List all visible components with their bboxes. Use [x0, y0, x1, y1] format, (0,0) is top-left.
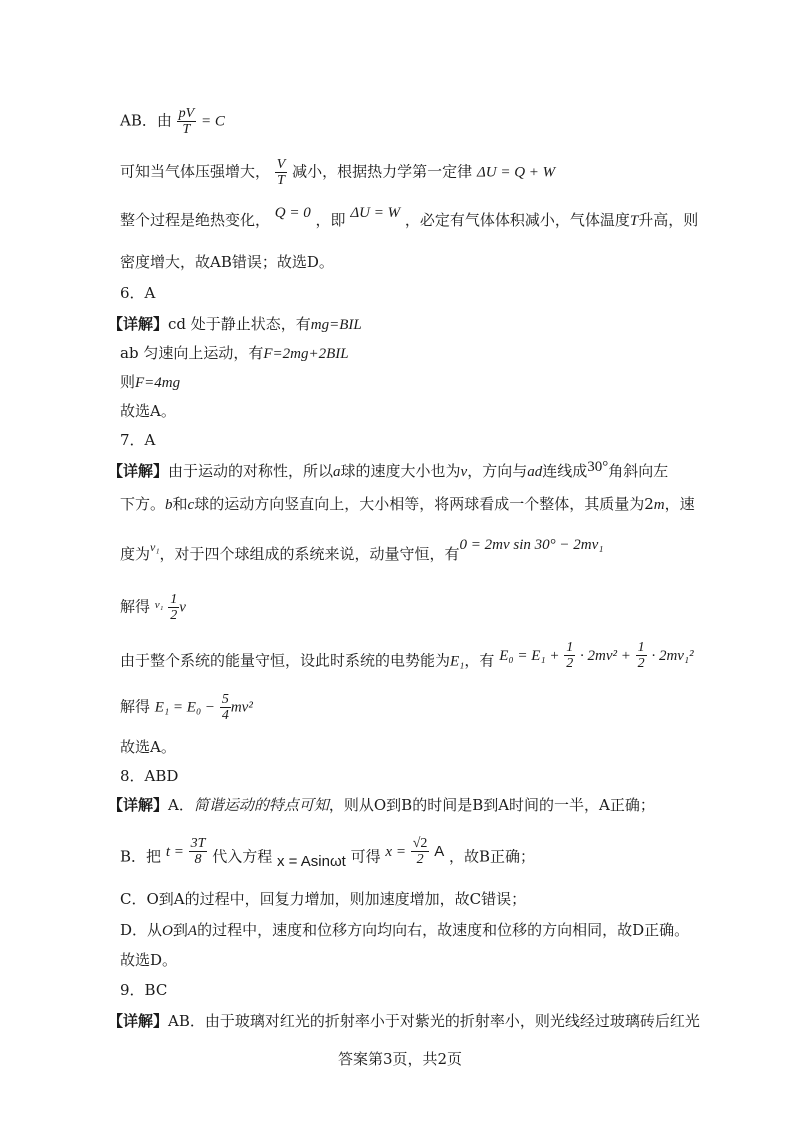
- text-span: 解得: [120, 697, 151, 716]
- text-span: 度为: [120, 545, 151, 563]
- text-line: [120, 592, 186, 623]
- text-span: D．从: [120, 921, 163, 939]
- math: A: [187, 923, 198, 939]
- frac-den: 2: [637, 656, 645, 671]
- text-span: 故选A。: [120, 402, 176, 420]
- math: a: [333, 464, 341, 480]
- text-line: [108, 795, 655, 815]
- text-span: 7．A: [120, 431, 156, 449]
- question-number: [120, 430, 155, 450]
- math: v₁: [154, 598, 164, 611]
- question-number: [120, 766, 178, 786]
- text-span: 故选A。: [120, 738, 176, 756]
- frac-den: 2: [566, 656, 574, 671]
- text-span: 故选D。: [120, 951, 178, 969]
- question-number: [120, 283, 155, 303]
- frac-num: pV: [178, 106, 195, 121]
- text-span: 减小，根据热力学第一定律: [292, 162, 473, 181]
- detail-tag: 【详解】: [108, 315, 169, 333]
- text-span: ab 匀速向上运动，有: [120, 344, 264, 362]
- text-span: A．: [168, 796, 194, 814]
- math: m: [653, 497, 665, 513]
- math: · 2mv₁²: [651, 647, 694, 664]
- math: v₁: [150, 540, 160, 554]
- text-line: [120, 889, 526, 909]
- math: ad: [527, 464, 543, 480]
- text-line: [108, 1011, 700, 1031]
- text-span: 到: [172, 921, 188, 939]
- text-span: 8．ABD: [120, 767, 179, 785]
- text-span: 解得: [120, 597, 151, 616]
- text-span: 连线成: [542, 462, 588, 480]
- frac-num: V: [276, 157, 286, 172]
- math: F=2mg+2BIL: [263, 346, 349, 362]
- fraction: [177, 106, 197, 137]
- text-line: [120, 950, 177, 970]
- text-span: 和: [172, 495, 188, 513]
- fraction: [220, 692, 231, 723]
- text-span: 6．A: [120, 284, 156, 302]
- text-line: [120, 401, 176, 421]
- text-line: [120, 157, 555, 188]
- text-span: AB．由于玻璃对红光的折射率小于对紫光的折射率小，则光线经过玻璃砖后红光: [168, 1012, 700, 1030]
- text-line: [120, 106, 225, 137]
- math: ΔU = Q + W: [476, 164, 556, 181]
- text-span: 9．BC: [120, 981, 168, 999]
- text-line: [120, 494, 695, 515]
- text-span: B．把: [120, 847, 162, 866]
- text-span: ，方向与: [467, 462, 528, 480]
- fraction: [411, 836, 430, 867]
- frac-den: 8: [194, 852, 202, 867]
- fraction: [275, 157, 288, 188]
- text-span: 可得: [350, 847, 381, 866]
- text-line: [120, 640, 694, 677]
- math: x =: [385, 843, 406, 860]
- detail-tag: 【详解】: [108, 796, 169, 814]
- text-line: [108, 461, 668, 482]
- text-line: [120, 537, 604, 565]
- text-span: 球的速度大小也为: [340, 462, 461, 480]
- text-span: 球的运动方向竖直向上，大小相等，将两球看成一个整体，其质量为2: [194, 495, 654, 513]
- text-span: ，对于四个球组成的系统来说，动量守恒，有: [159, 545, 460, 563]
- math: Q = 0: [274, 205, 311, 221]
- math: 0 = 2mv sin 30° − 2mv₁: [459, 537, 604, 553]
- text-span: 由于运动的对称性，所以: [168, 462, 334, 480]
- math: ΔU = W: [350, 205, 401, 221]
- frac-num: 5: [221, 692, 229, 707]
- text-span: AB．由: [120, 111, 172, 130]
- math: E₁: [450, 653, 465, 670]
- text-span: 则: [120, 373, 136, 391]
- frac-den: 2: [170, 608, 178, 623]
- math: E₀ = E₁ +: [499, 647, 560, 664]
- text-span: ，即: [315, 211, 346, 229]
- frac-num: 1: [566, 640, 574, 655]
- detail-tag: 【详解】: [108, 1012, 169, 1030]
- text-line: [120, 692, 253, 723]
- text-span: 可知当气体压强增大，: [120, 162, 271, 181]
- math: mg=BIL: [310, 317, 362, 333]
- text-line: [120, 920, 689, 941]
- fraction: [636, 640, 647, 671]
- math: c: [187, 497, 195, 513]
- fraction: [189, 836, 208, 867]
- math: v: [460, 464, 468, 480]
- math: E₁ = E₀ −: [154, 699, 216, 716]
- text-span: 角斜向左: [608, 462, 669, 480]
- math: T: [629, 213, 639, 229]
- math: F=4mg: [135, 375, 181, 391]
- text-line: [108, 314, 362, 335]
- frac-num: √2: [412, 836, 428, 851]
- text-line: [120, 252, 334, 272]
- math: = C: [200, 113, 225, 130]
- text-span: 下方。: [120, 495, 166, 513]
- math: b: [165, 497, 173, 513]
- text-span: 密度增大，故AB错误；故选D。: [120, 253, 334, 271]
- math: v: [179, 599, 186, 616]
- text-line: [120, 836, 536, 873]
- text-span: ，速: [664, 495, 695, 513]
- math: 30°: [587, 459, 609, 475]
- frac-den: T: [277, 173, 285, 188]
- text-span: C．O到A的过程中，回复力增加，则加速度增加，故C错误；: [120, 890, 527, 908]
- question-number: [120, 980, 167, 1000]
- text-span: 简谐运动的特点可知: [193, 796, 329, 814]
- math: x = Asinωt: [277, 852, 346, 870]
- fraction: [564, 640, 575, 671]
- text-line: [120, 372, 180, 393]
- fraction: [168, 592, 179, 623]
- text-span: 代入方程: [212, 847, 273, 866]
- text-line: [120, 205, 699, 231]
- page-footer: 答案第3页，共2页: [337, 1050, 463, 1068]
- text-span: cd 处于静止状态，有: [168, 315, 311, 333]
- text-span: ，则从O到B的时间是B到A时间的一半，A正确；: [328, 796, 655, 814]
- frac-den: 2: [416, 852, 424, 867]
- text-span: ，有: [464, 651, 495, 670]
- frac-num: 1: [170, 592, 178, 607]
- math: t =: [165, 843, 184, 860]
- frac-den: T: [182, 122, 191, 137]
- text-span: 升高，则: [638, 211, 699, 229]
- frac-den: 4: [221, 708, 229, 723]
- frac-num: 1: [637, 640, 645, 655]
- text-span: ，必定有气体体积减小，气体温度: [404, 211, 630, 229]
- text-span: 整个过程是绝热变化，: [120, 211, 271, 229]
- text-span: 由于整个系统的能量守恒，设此时系统的电势能为: [120, 651, 451, 670]
- math: mv²: [230, 699, 253, 716]
- math: A: [434, 842, 445, 860]
- text-line: [120, 343, 349, 364]
- text-span: ，故B正确；: [449, 847, 536, 866]
- text-span: 的过程中，速度和位移方向均向右，故速度和位移的方向相同，故D正确。: [197, 921, 690, 939]
- math: · 2mv² +: [580, 647, 631, 664]
- text-line: [120, 737, 176, 757]
- math: O: [162, 923, 173, 939]
- frac-num: 3T: [190, 836, 206, 851]
- detail-tag: 【详解】: [108, 462, 169, 480]
